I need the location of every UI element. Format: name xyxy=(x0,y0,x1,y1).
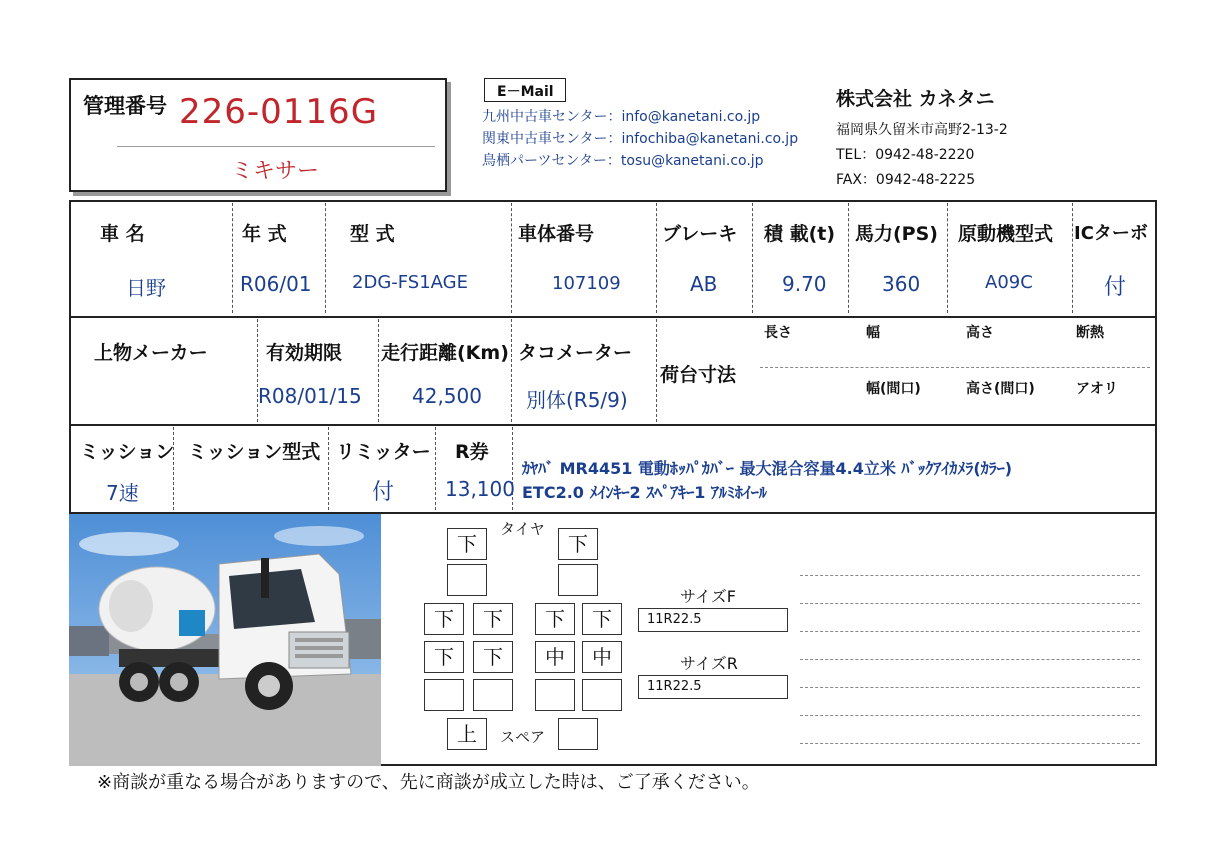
vehicle-photo xyxy=(69,514,381,766)
brake-label: ブレーキ xyxy=(662,223,738,245)
company-name: 株式会社 カネタニ xyxy=(836,88,995,110)
horsepower-value: 360 xyxy=(882,272,921,296)
maker-label: 車 名 xyxy=(100,223,145,245)
col-sep xyxy=(752,203,753,313)
company-tel: TEL：0942-48-2220 xyxy=(836,147,975,163)
mixer-truck-image xyxy=(69,514,381,766)
management-number: 226-0116G xyxy=(179,92,379,132)
tire-rear3-2 xyxy=(473,679,513,711)
memo-line xyxy=(800,575,1140,576)
company-address: 福岡県久留米市高野2-13-2 xyxy=(836,122,1008,138)
tire-rear3-4 xyxy=(582,679,622,711)
col-sep xyxy=(1072,203,1073,313)
size-f-label: サイズF xyxy=(680,587,736,606)
load-label: 積 載(t) xyxy=(764,223,836,245)
email-row xyxy=(482,150,798,172)
col-sep xyxy=(511,319,512,422)
engine-label: 原動機型式 xyxy=(958,223,1054,245)
cargo-dash-line xyxy=(760,367,1150,368)
tire-front-left: 下 xyxy=(447,528,487,560)
cargo-height-opening: 高さ(間口) xyxy=(966,381,1035,397)
r-ken-value: 13,100 xyxy=(445,477,515,501)
col-sep xyxy=(511,203,512,313)
email-link[interactable]: info@kanetani.co.jp xyxy=(621,109,761,125)
col-sep xyxy=(325,203,326,313)
tire-rear2-2: 下 xyxy=(473,641,513,673)
load-value: 9.70 xyxy=(782,272,827,296)
maker-value: 日野 xyxy=(126,276,166,300)
col-sep xyxy=(378,319,379,422)
brake-value: AB xyxy=(690,272,718,296)
cargo-length: 長さ xyxy=(764,325,792,341)
engine-value: A09C xyxy=(985,272,1033,293)
tire-rear3-3 xyxy=(535,679,575,711)
center-name: 九州中古車センター： xyxy=(482,109,622,125)
turbo-value: 付 xyxy=(1104,275,1127,300)
email-title: E－Mail xyxy=(497,84,554,100)
year-value: R06/01 xyxy=(240,272,312,296)
memo-line xyxy=(800,603,1140,604)
memo-line xyxy=(800,687,1140,688)
management-box xyxy=(69,78,447,192)
center-name: 関東中古車センター： xyxy=(482,131,622,147)
tire-front-left-2 xyxy=(447,564,487,596)
tire-rear1-2: 下 xyxy=(473,603,513,635)
col-sep xyxy=(328,427,329,510)
col-sep xyxy=(848,203,849,313)
limiter-value: 付 xyxy=(372,480,395,505)
size-r-field: 11R22.5 xyxy=(638,675,788,699)
spare-label: スペア xyxy=(500,728,546,746)
notes-line-2: ETC2.0 ﾒｲﾝｷｰ2 ｽﾍﾟｱｷｰ1 ｱﾙﾐﾎｲｰﾙ xyxy=(522,483,767,502)
tire-rear2-3: 中 xyxy=(535,641,575,673)
cargo-width: 幅 xyxy=(866,325,880,341)
memo-line xyxy=(800,743,1140,744)
horsepower-label: 馬力(PS) xyxy=(855,223,938,245)
mission-value: 7速 xyxy=(106,481,139,505)
management-label: 管理番号 xyxy=(83,94,167,118)
tire-rear1-1: 下 xyxy=(424,603,464,635)
tire-title: タイヤ xyxy=(500,520,545,538)
r-ken-label: R券 xyxy=(455,441,489,463)
vehicle-category: ミキサー xyxy=(231,159,320,184)
row1-divider xyxy=(69,316,1157,318)
tire-front-right: 下 xyxy=(558,528,598,560)
email-row xyxy=(482,128,798,150)
col-sep xyxy=(435,427,436,510)
size-r-label: サイズR xyxy=(680,654,738,673)
memo-line xyxy=(800,659,1140,660)
col-sep xyxy=(232,203,233,313)
col-sep xyxy=(947,203,948,313)
management-divider xyxy=(117,146,435,147)
tire-spare-right xyxy=(558,718,598,750)
mission-type-label: ミッション型式 xyxy=(188,441,321,463)
email-row xyxy=(482,106,798,128)
size-f-field: 11R22.5 xyxy=(638,608,788,632)
tire-rear2-1: 下 xyxy=(424,641,464,673)
email-list xyxy=(482,106,798,172)
col-sep xyxy=(656,319,657,422)
cargo-width-opening: 幅(間口) xyxy=(866,381,921,397)
tire-spare-left: 上 xyxy=(447,718,487,750)
memo-line xyxy=(800,715,1140,716)
turbo-label: ICターボ xyxy=(1074,223,1148,244)
expiry-value: R08/01/15 xyxy=(258,384,362,408)
limiter-label: リミッター xyxy=(336,441,431,463)
email-title-box xyxy=(484,78,566,102)
model-value: 2DG-FS1AGE xyxy=(352,272,468,293)
notes-line-1: ｶﾔﾊﾞ MR4451 電動ﾎｯﾊﾟｶﾊﾞｰ 最大混合容量4.4立米 ﾊﾞｯｸｱｲｶﾒﾗ(ｶﾗｰ) xyxy=(522,459,1013,478)
footer-note: ※商談が重なる場合がありますので、先に商談が成立した時は、ご了承ください。 xyxy=(97,772,760,793)
tire-rear2-4: 中 xyxy=(582,641,622,673)
cargo-insulation: 断熱 xyxy=(1076,325,1104,341)
tire-rear3-1 xyxy=(424,679,464,711)
mileage-label: 走行距離(Km) xyxy=(381,342,509,364)
cargo-height: 高さ xyxy=(966,325,994,341)
mission-label: ミッション xyxy=(80,441,175,463)
company-block xyxy=(836,84,1008,189)
chassis-label: 車体番号 xyxy=(518,223,595,245)
center-name: 鳥栖パーツセンター： xyxy=(482,153,621,169)
mileage-value: 42,500 xyxy=(412,384,482,408)
col-sep xyxy=(656,203,657,313)
row2-divider xyxy=(69,424,1157,426)
cargo-label: 荷台寸法 xyxy=(660,364,737,386)
tacho-label: タコメーター xyxy=(518,342,633,364)
tire-front-right-2 xyxy=(558,564,598,596)
memo-line xyxy=(800,631,1140,632)
year-label: 年 式 xyxy=(242,223,287,245)
chassis-value: 107109 xyxy=(552,273,621,294)
tire-rear1-4: 下 xyxy=(582,603,622,635)
email-link[interactable]: infochiba@kanetani.co.jp xyxy=(621,131,799,147)
expiry-label: 有効期限 xyxy=(266,342,343,364)
email-link[interactable]: tosu@kanetani.co.jp xyxy=(620,153,764,169)
tacho-value: 別体(R5/9) xyxy=(526,388,628,412)
cargo-aori: アオリ xyxy=(1076,381,1118,397)
model-label: 型 式 xyxy=(350,223,395,245)
company-fax: FAX：0942-48-2225 xyxy=(836,172,976,188)
body-maker-label: 上物メーカー xyxy=(94,342,208,364)
tire-rear1-3: 下 xyxy=(535,603,575,635)
